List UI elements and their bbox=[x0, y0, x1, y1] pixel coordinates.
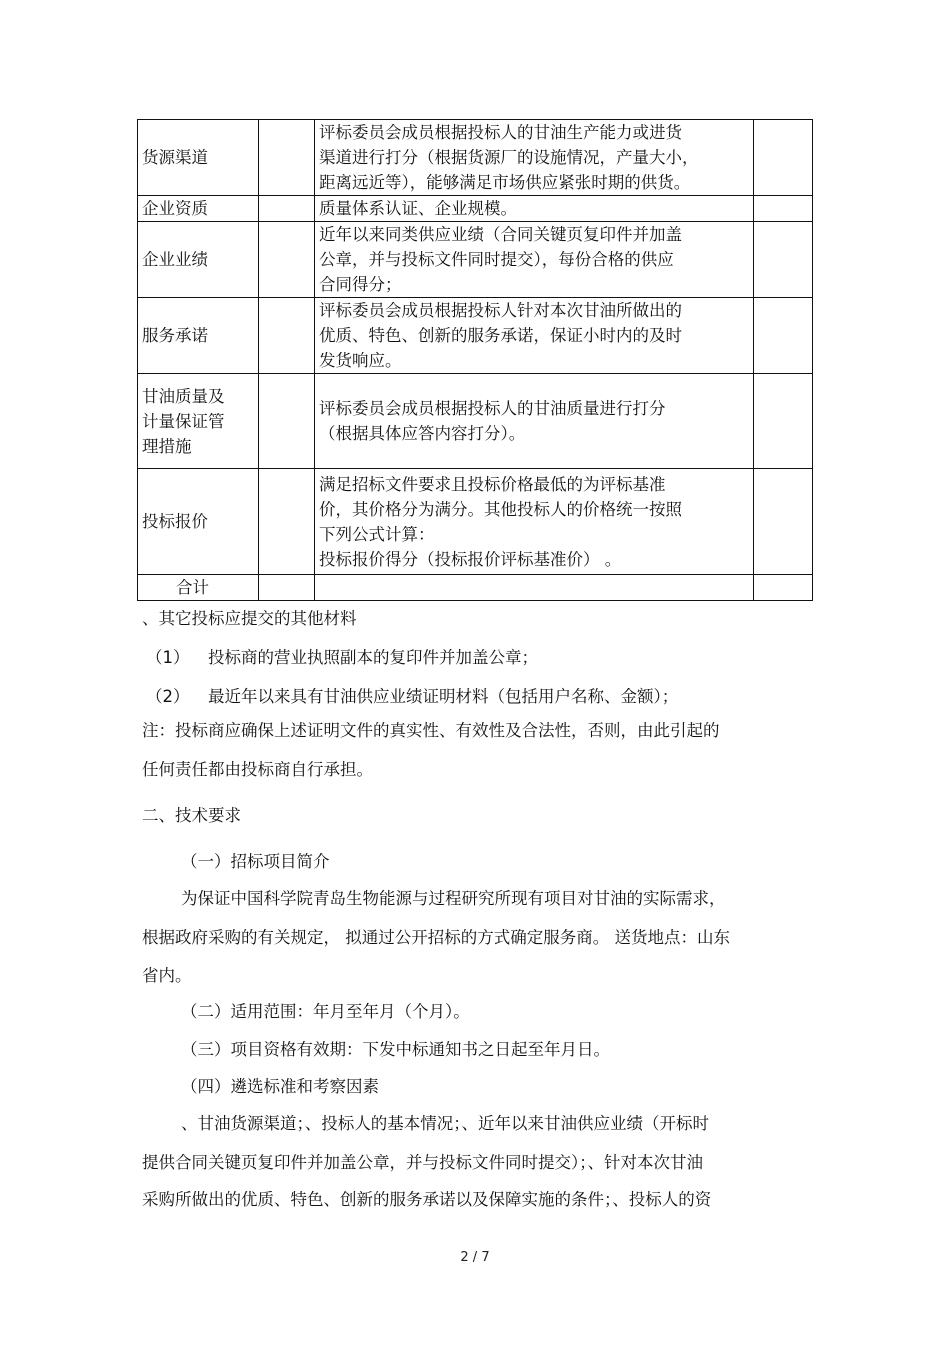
section-heading: 二、技术要求 bbox=[142, 806, 241, 825]
criterion-description: 评标委员会成员根据投标人的甘油生产能力或进货 渠道进行打分（根据货源厂的设施情况，产量大小， 距离远近等），能够满足市场供应紧张时期的供货。 bbox=[315, 120, 754, 196]
list-item: （1） 投标商的营业执照副本的复印件并加盖公章； bbox=[146, 648, 538, 667]
criterion-name: 企业资质 bbox=[138, 196, 259, 222]
subsection-heading: （四）遴选标准和考察因素 bbox=[181, 1077, 379, 1096]
subsection-heading: （三）项目资格有效期：下发中标通知书之日起至年月日。 bbox=[181, 1040, 610, 1059]
scoring-table bbox=[137, 119, 813, 601]
table-row-total bbox=[138, 575, 813, 601]
table-row bbox=[138, 298, 813, 374]
paragraph-line: 、甘油货源渠道；、投标人的基本情况；、近年以来甘油供应业绩（开标时 bbox=[181, 1114, 709, 1133]
criterion-description: 评标委员会成员根据投标人的甘油质量进行打分 （根据具体应答内容打分）。 bbox=[315, 374, 754, 469]
table-row bbox=[138, 120, 813, 196]
total-label: 合计 bbox=[138, 575, 259, 601]
criterion-name: 服务承诺 bbox=[138, 298, 259, 374]
table-row bbox=[138, 374, 813, 469]
table-row bbox=[138, 222, 813, 298]
criterion-description: 满足招标文件要求且投标价格最低的为评标基准 价，其价格分为满分。其他投标人的价格统一按照 下列公式计算： 投标报价得分（投标报价评标基准价） 。 bbox=[315, 469, 754, 575]
criterion-description: 质量体系认证、企业规模。 bbox=[315, 196, 754, 222]
criterion-description: 评标委员会成员根据投标人针对本次甘油所做出的 优质、特色、创新的服务承诺，保证小时内的及时 发货响应。 bbox=[315, 298, 754, 374]
table-row bbox=[138, 469, 813, 575]
criterion-name: 投标报价 bbox=[138, 469, 259, 575]
criterion-name: 甘油质量及 计量保证管 理措施 bbox=[138, 374, 259, 469]
note-line: 任何责任都由投标商自行承担。 bbox=[142, 760, 373, 779]
criterion-description: 近年以来同类供应业绩（合同关键页复印件并加盖 公章，并与投标文件同时提交），每份合格的供应 合同得分； bbox=[315, 222, 754, 298]
paragraph-line: 根据政府采购的有关规定， 拟通过公开招标的方式确定服务商。 送货地点：山东 bbox=[142, 928, 730, 947]
paragraph-line: 省内。 bbox=[142, 966, 192, 985]
paragraph-line: 提供合同关键页复印件并加盖公章，并与投标文件同时提交）；、针对本次甘油 bbox=[142, 1153, 703, 1172]
list-item: （2） 最近年以来具有甘油供应业绩证明材料（包括用户名称、金额）； bbox=[146, 687, 679, 706]
table-row bbox=[138, 196, 813, 222]
subsection-heading: （二）适用范围：年月至年月（个月）。 bbox=[181, 1002, 470, 1021]
paragraph-line: 采购所做出的优质、特色、创新的服务承诺以及保障实施的条件；、投标人的资 bbox=[142, 1190, 712, 1209]
subsection-heading: （一）招标项目简介 bbox=[181, 852, 330, 871]
section-heading: 、其它投标应提交的其他材料 bbox=[142, 609, 357, 628]
page-number: 2 / 7 bbox=[460, 1250, 490, 1265]
criterion-name: 企业业绩 bbox=[138, 222, 259, 298]
note-line: 注：投标商应确保上述证明文件的真实性、有效性及合法性，否则，由此引起的 bbox=[142, 721, 720, 740]
criterion-name: 货源渠道 bbox=[138, 120, 259, 196]
paragraph-line: 为保证中国科学院青岛生物能源与过程研究所现有项目对甘油的实际需求， bbox=[181, 889, 726, 908]
